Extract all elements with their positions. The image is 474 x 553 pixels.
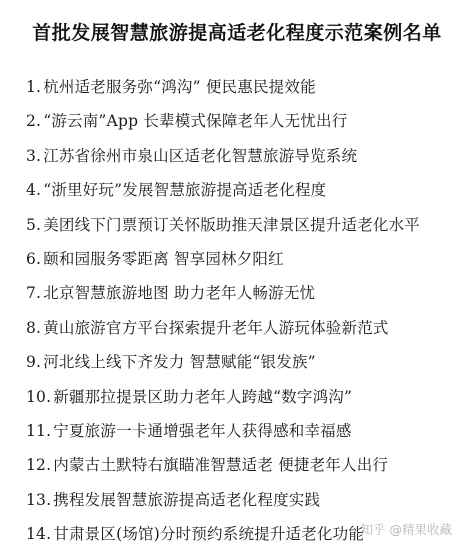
- list-item: [26, 173, 466, 207]
- item-text: 甘肃景区(场馆)分时预约系统提升适老化功能: [53, 525, 365, 544]
- item-number: 6.: [26, 249, 42, 268]
- item-number: 10.: [26, 387, 52, 406]
- item-text: 颐和园服务零距离 智享园林夕阳红: [43, 249, 284, 268]
- item-text: 新疆那拉提景区助力老年人跨越“数字鸿沟”: [53, 387, 353, 406]
- item-number: 14.: [26, 525, 52, 544]
- item-text: 美团线下门票预订关怀版助推天津景区提升适老化水平: [43, 215, 421, 234]
- list-item: [26, 276, 466, 310]
- item-text: 北京智慧旅游地图 助力老年人畅游无忧: [43, 284, 316, 303]
- item-text: “浙里好玩”发展智慧旅游提高适老化程度: [43, 181, 327, 200]
- watermark: 知乎 @精果收藏: [360, 522, 452, 537]
- item-text: 杭州适老服务弥“鸿沟” 便民惠民提效能: [43, 78, 316, 96]
- list-item: [26, 242, 466, 276]
- item-text: 黄山旅游官方平台探索提升老年人游玩体验新范式: [43, 318, 389, 337]
- list-item: [26, 139, 466, 173]
- list-item: [26, 104, 466, 138]
- item-number: 12.: [26, 456, 52, 475]
- item-number: 9.: [26, 353, 42, 372]
- item-number: 4.: [26, 181, 42, 200]
- item-text: 江苏省徐州市泉山区适老化智慧旅游导览系统: [43, 146, 358, 165]
- list-item: [26, 345, 466, 379]
- document-title: 首批发展智慧旅游提高适老化程度示范案例名单: [32, 22, 442, 44]
- item-text: “游云南”App 长辈模式保障老年人无忧出行: [43, 112, 348, 131]
- item-number: 11.: [26, 421, 52, 440]
- list-item: [26, 414, 466, 448]
- item-text: 河北线上线下齐发力 智慧赋能“银发族”: [43, 353, 316, 372]
- case-list: [26, 70, 466, 551]
- item-number: 13.: [26, 490, 52, 509]
- item-number: 3.: [26, 146, 42, 165]
- list-item: [26, 380, 466, 414]
- item-text: 内蒙古土默特右旗瞄准智慧适老 便捷老年人出行: [53, 456, 389, 475]
- list-item: [26, 311, 466, 345]
- item-text: 携程发展智慧旅游提高适老化程度实践: [53, 490, 321, 509]
- item-text: 宁夏旅游一卡通增强老年人获得感和幸福感: [53, 421, 352, 440]
- item-number: 8.: [26, 318, 42, 337]
- item-number: 1.: [26, 78, 42, 96]
- list-item: [26, 483, 466, 517]
- list-item: [26, 448, 466, 482]
- item-number: 2.: [26, 112, 42, 131]
- list-item: [26, 208, 466, 242]
- list-item: [26, 70, 466, 104]
- item-number: 5.: [26, 215, 42, 234]
- item-number: 7.: [26, 284, 42, 303]
